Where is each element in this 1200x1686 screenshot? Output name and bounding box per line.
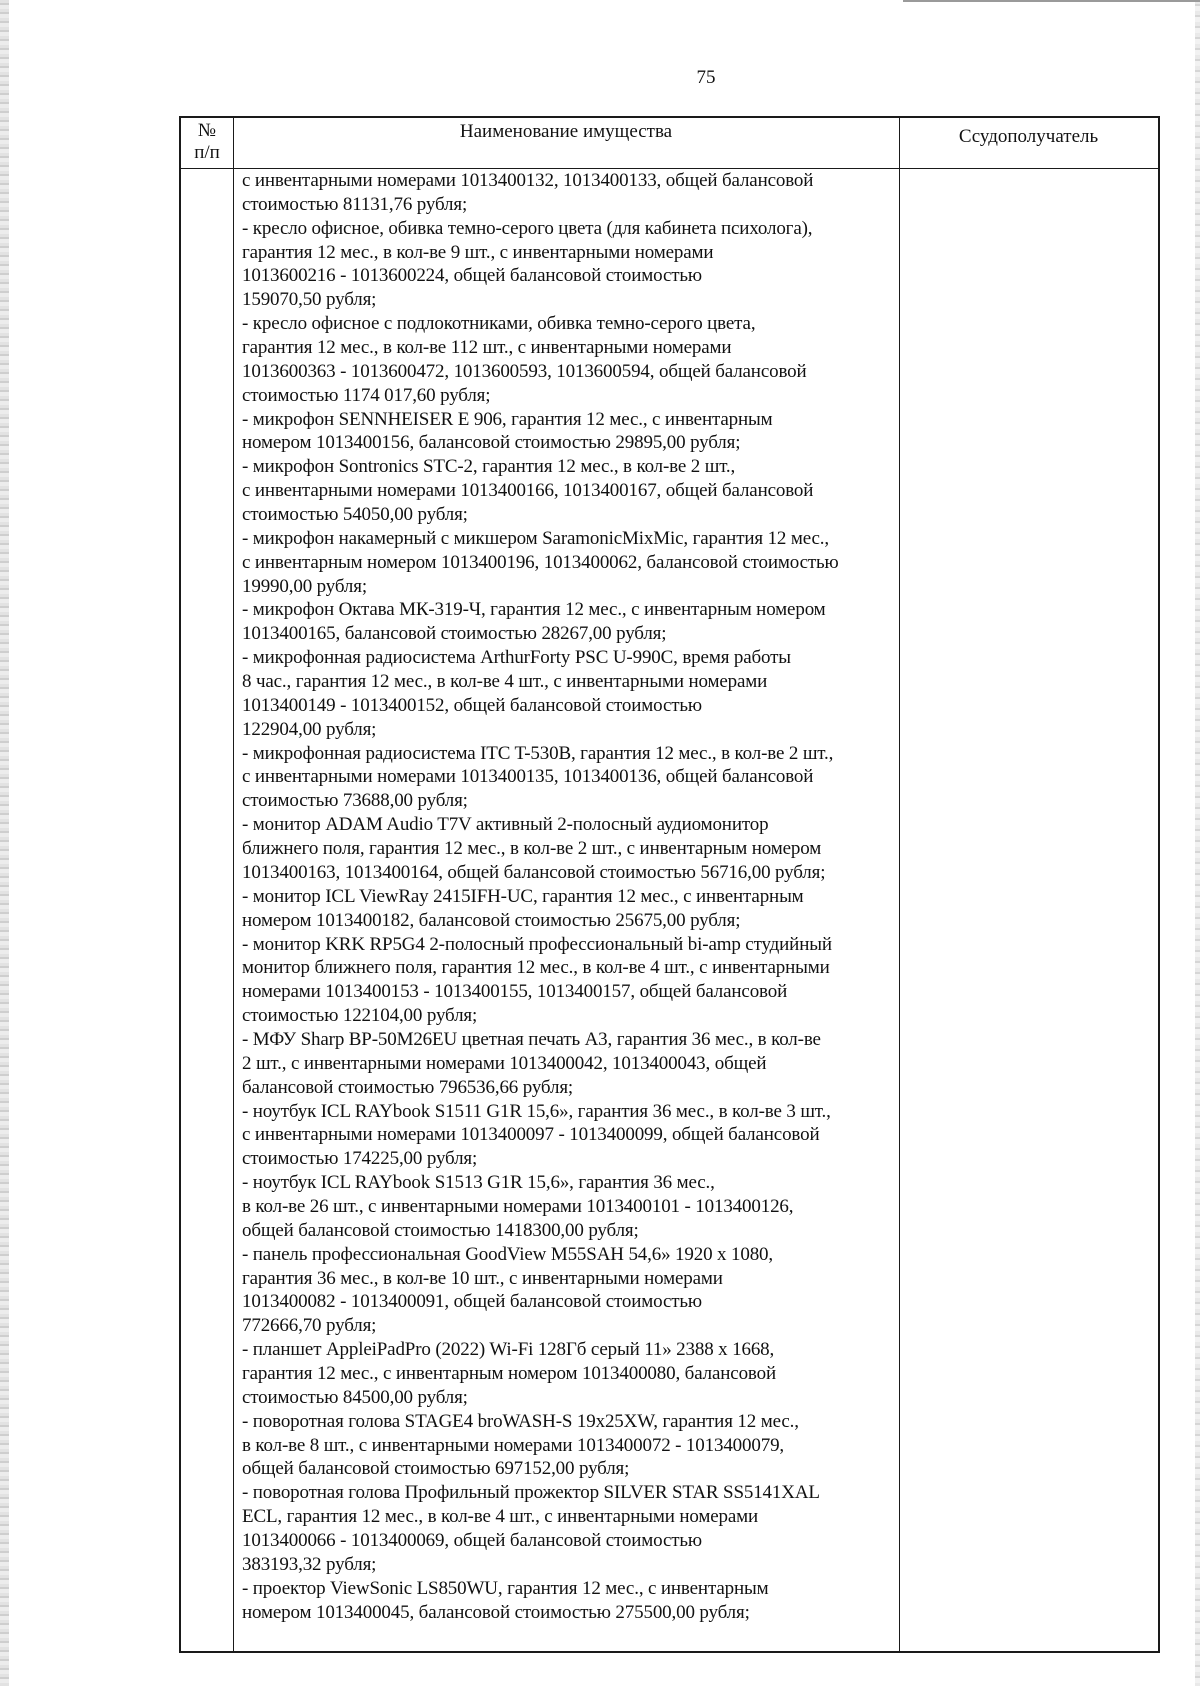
description-line: балансовой стоимостью 796536,66 рубля; [242, 1076, 574, 1098]
description-line: в кол-ве 26 шт., с инвентарными номерами 1013400101 - 1013400126, [242, 1195, 794, 1217]
description-line: - микрофон Sontronics STC-2, гарантия 12 мес., в кол-ве 2 шт., [242, 456, 736, 478]
description-line: 1013400163, 1013400164, общей балансовой стоимостью 56716,00 рубля; [242, 861, 826, 883]
description-line: - планшет AppleiPadPro (2022) Wi-Fi 128Гб серый 11» 2388 x 1668, [242, 1339, 775, 1361]
description-line: гарантия 36 мес., в кол-ве 10 шт., с инвентарными номерами [242, 1267, 723, 1289]
page-number: 75 [696, 67, 716, 88]
description-line: - монитор ADAM Audio T7V активный 2-полосный аудиомонитор [242, 814, 769, 836]
description-line: стоимостью 73688,00 рубля; [242, 790, 468, 812]
description-line: 159070,50 рубля; [242, 289, 377, 311]
description-line: номером 1013400045, балансовой стоимостью 275500,00 рубля; [242, 1601, 750, 1623]
description-line: общей балансовой стоимостью 697152,00 рубля; [242, 1458, 630, 1480]
description-line: гарантия 12 мес., в кол-ве 9 шт., с инвентарными номерами [242, 241, 714, 263]
description-line: 1013400149 - 1013400152, общей балансовой стоимостью [242, 694, 702, 716]
description-line: - кресло офисное с подлокотниками, обивка темно-серого цвета, [242, 313, 756, 335]
description-line: - монитор KRK RP5G4 2-полосный профессиональный bi-amp студийный [242, 933, 832, 955]
description-line: - микрофон SENNHEISER E 906, гарантия 12 мес., с инвентарным [242, 408, 773, 430]
description-line: стоимостью 174225,00 рубля; [242, 1148, 478, 1170]
description-line: - микрофон накамерный с микшером SaramonicMixMic, гарантия 12 мес., [242, 527, 829, 549]
description-line: - микрофон Октава МК-319-Ч, гарантия 12 мес., с инвентарным номером [242, 599, 826, 621]
description-line: в кол-ве 8 шт., с инвентарными номерами 1013400072 - 1013400079, [242, 1434, 785, 1456]
column-divider-1 [233, 118, 234, 1651]
description-line: - панель профессиональная GoodView M55SAH 54,6» 1920 x 1080, [242, 1243, 773, 1265]
description-line: 383193,32 рубля; [242, 1553, 377, 1575]
description-line: - монитор ICL ViewRay 2415IFH-UC, гарантия 12 мес., с инвентарным [242, 885, 804, 907]
description-line: 1013600216 - 1013600224, общей балансовой стоимостью [242, 265, 702, 287]
description-line: гарантия 12 мес., в кол-ве 112 шт., с инвентарными номерами [242, 337, 732, 359]
description-line: стоимостью 122104,00 рубля; [242, 1005, 478, 1027]
description-line: 1013600363 - 1013600472, 1013600593, 1013600594, общей балансовой [242, 360, 807, 382]
header-property-name: Наименование имущества [459, 121, 673, 142]
description-line: с инвентарными номерами 1013400097 - 1013400099, общей балансовой [242, 1124, 820, 1146]
description-line: - ноутбук ICL RAYbook S1511 G1R 15,6», гарантия 36 мес., в кол-ве 3 шт., [242, 1100, 831, 1122]
description-line: общей балансовой стоимостью 1418300,00 рубля; [242, 1219, 639, 1241]
header-number-line-2: п/п [194, 142, 220, 163]
description-line: с инвентарными номерами 1013400135, 1013400136, общей балансовой [242, 766, 814, 788]
description-line: 1013400066 - 1013400069, общей балансовой стоимостью [242, 1529, 702, 1551]
description-line: с инвентарными номерами 1013400166, 1013400167, общей балансовой [242, 480, 814, 502]
description-line: - проектор ViewSonic LS850WU, гарантия 12 мес., с инвентарным [242, 1577, 769, 1599]
property-description [242, 169, 898, 1624]
description-line: - микрофонная радиосистема ArthurForty PSC U-990C, время работы [242, 647, 791, 669]
description-line: 2 шт., с инвентарными номерами 1013400042, 1013400043, общей [242, 1052, 767, 1074]
description-line: 772666,70 рубля; [242, 1315, 377, 1337]
description-line: ECL, гарантия 12 мес., в кол-ве 4 шт., с инвентарными номерами [242, 1506, 759, 1528]
description-line: стоимостью 84500,00 рубля; [242, 1386, 468, 1408]
description-line: - поворотная голова Профильный прожектор SILVER STAR SS5141XAL [242, 1482, 820, 1504]
description-line: номером 1013400156, балансовой стоимостью 29895,00 рубля; [242, 432, 741, 454]
description-line: стоимостью 1174 017,60 рубля; [242, 384, 491, 406]
header-number [181, 120, 233, 164]
description-line: стоимостью 81131,76 рубля; [242, 193, 468, 215]
description-line: монитор ближнего поля, гарантия 12 мес., в кол-ве 4 шт., с инвентарными [242, 957, 830, 979]
description-line: - кресло офисное, обивка темно-серого цвета (для кабинета психолога), [242, 217, 813, 239]
scan-edge-right [1195, 0, 1200, 1686]
scan-edge-left [0, 0, 9, 1686]
description-line: 1013400082 - 1013400091, общей балансовой стоимостью [242, 1291, 702, 1313]
description-line: - ноутбук ICL RAYbook S1513 G1R 15,6», гарантия 36 мес., [242, 1172, 715, 1194]
header-recipient: Ссудополучатель [958, 126, 1099, 147]
description-line: номером 1013400182, балансовой стоимостью 25675,00 рубля; [242, 909, 741, 931]
description-line: 8 час., гарантия 12 мес., в кол-ве 4 шт., с инвентарными номерами [242, 671, 768, 693]
description-line: - микрофонная радиосистема ITC T-530B, гарантия 12 мес., в кол-ве 2 шт., [242, 742, 834, 764]
scan-top-border [903, 0, 1200, 2]
description-line: 122904,00 рубля; [242, 718, 377, 740]
description-line: гарантия 12 мес., с инвентарным номером 1013400080, балансовой [242, 1362, 776, 1384]
property-table [179, 116, 1160, 1653]
description-line: с инвентарным номером 1013400196, 1013400062, балансовой стоимостью [242, 551, 839, 573]
description-line: 1013400165, балансовой стоимостью 28267,00 рубля; [242, 623, 667, 645]
description-line: номерами 1013400153 - 1013400155, 1013400157, общей балансовой [242, 981, 788, 1003]
description-line: - поворотная голова STAGE4 broWASH-S 19x25XW, гарантия 12 мес., [242, 1410, 799, 1432]
description-line: - МФУ Sharp BP-50M26EU цветная печать А3, гарантия 36 мес., в кол-ве [242, 1028, 821, 1050]
column-divider-2 [899, 118, 900, 1651]
description-line: стоимостью 54050,00 рубля; [242, 504, 468, 526]
description-line: с инвентарными номерами 1013400132, 1013400133, общей балансовой [242, 170, 814, 191]
header-number-line-1: № [197, 120, 217, 141]
description-line: 19990,00 рубля; [242, 575, 367, 597]
description-line: ближнего поля, гарантия 12 мес., в кол-ве 2 шт., с инвентарным номером [242, 838, 822, 860]
